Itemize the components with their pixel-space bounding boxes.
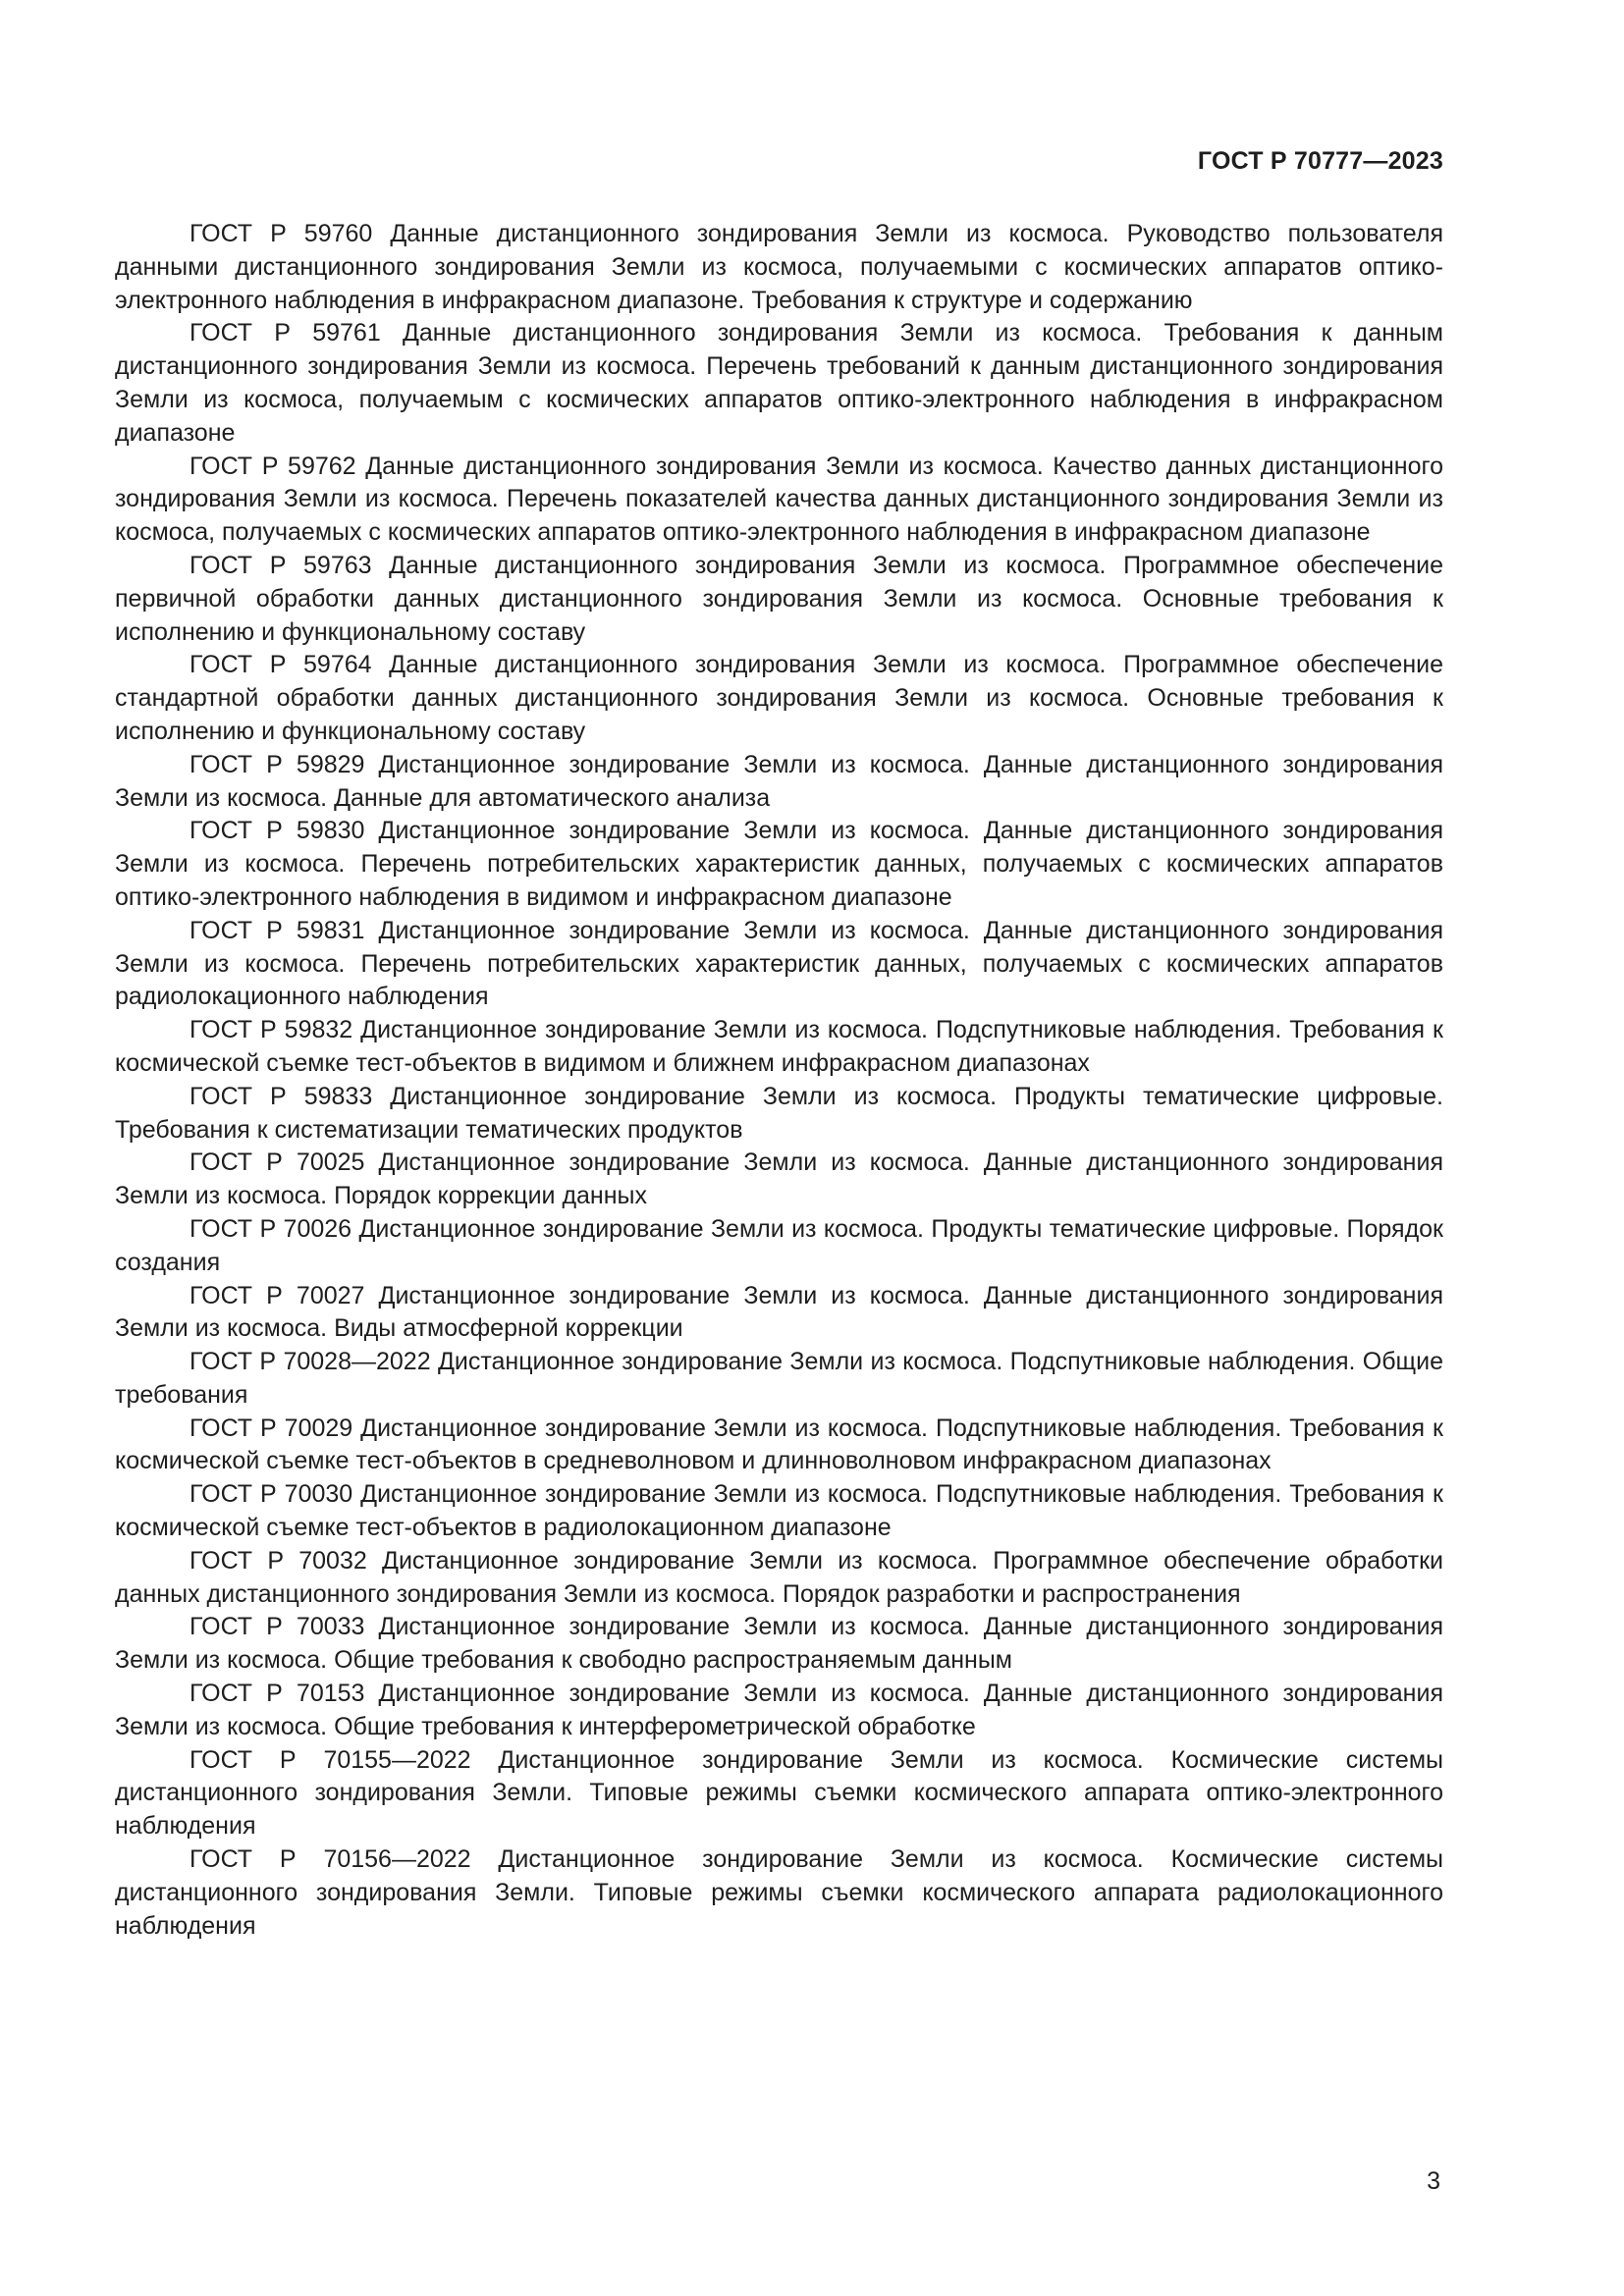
reference-entry: ГОСТ Р 59760 Данные дистанционного зондирования Земли из космоса. Руководство пользователя данными дистанционного зондирования Земли из космоса, получаемыми с космических аппаратов оптико-электронного наблюдения в инфракрасном диапазоне. Требования к структуре и содержанию <box>115 220 1443 314</box>
reference-entry: ГОСТ Р 59764 Данные дистанционного зондирования Земли из космоса. Программное обеспечение стандартной обработки данных дистанционного зондирования Земли из космоса. Основные требования к исполнению и функциональному составу <box>115 651 1443 745</box>
document-code-header: ГОСТ Р 70777—2023 <box>1197 147 1443 175</box>
reference-entry: ГОСТ Р 59833 Дистанционное зондирование Земли из космоса. Продукты тематические цифровые. Требования к систематизации тематических продуктов <box>115 1082 1443 1144</box>
reference-entry: ГОСТ Р 59763 Данные дистанционного зондирования Земли из космоса. Программное обеспечение первичной обработки данных дистанционного зондирования Земли из космоса. Основные требования к исполнению и функциональному составу <box>115 551 1443 646</box>
normative-references-list <box>115 218 1443 1943</box>
reference-entry: ГОСТ Р 70025 Дистанционное зондирование Земли из космоса. Данные дистанционного зондирования Земли из космоса. Порядок коррекции данных <box>115 1148 1443 1210</box>
reference-entry: ГОСТ Р 59831 Дистанционное зондирование Земли из космоса. Данные дистанционного зондирования Земли из космоса. Перечень потребительских характеристик данных, получаемых с космических аппаратов радиолокационного наблюдения <box>115 916 1443 1011</box>
reference-entry: ГОСТ Р 59829 Дистанционное зондирование Земли из космоса. Данные дистанционного зондирования Земли из космоса. Данные для автоматического анализа <box>115 750 1443 812</box>
reference-entry: ГОСТ Р 59761 Данные дистанционного зондирования Земли из космоса. Требования к данным дистанционного зондирования Земли из космоса. Перечень требований к данным дистанционного зондирования Земли из космоса, получаемым с космических аппаратов оптико-электронного наблюдения в инфракрасном диапазоне <box>115 319 1443 447</box>
reference-entry: ГОСТ Р 59832 Дистанционное зондирование Земли из космоса. Подспутниковые наблюдения. Требования к космической съемке тест-объектов в видимом и ближнем инфракрасном диапазонах <box>115 1016 1443 1077</box>
reference-entry: ГОСТ Р 70156—2022 Дистанционное зондирование Земли из космоса. Космические системы дистанционного зондирования Земли. Типовые режимы съемки космического аппарата радиолокационного наблюдения <box>115 1845 1443 1940</box>
reference-entry: ГОСТ Р 70033 Дистанционное зондирование Земли из космоса. Данные дистанционного зондирования Земли из космоса. Общие требования к свободно распространяемым данным <box>115 1613 1443 1675</box>
reference-entry: ГОСТ Р 70026 Дистанционное зондирование Земли из космоса. Продукты тематические цифровые. Порядок создания <box>115 1214 1443 1276</box>
reference-entry: ГОСТ Р 70153 Дистанционное зондирование Земли из космоса. Данные дистанционного зондирования Земли из космоса. Общие требования к интерферометрической обработке <box>115 1680 1443 1740</box>
reference-entry: ГОСТ Р 70155—2022 Дистанционное зондирование Земли из космоса. Космические системы дистанционного зондирования Земли. Типовые режимы съемки космического аппарата оптико-электронного наблюдения <box>115 1745 1443 1841</box>
reference-entry: ГОСТ Р 70029 Дистанционное зондирование Земли из космоса. Подспутниковые наблюдения. Требования к космической съемке тест-объектов в средневолновом и длинноволновом инфракрасном диапазонах <box>115 1414 1443 1475</box>
reference-entry: ГОСТ Р 70027 Дистанционное зондирование Земли из космоса. Данные дистанционного зондирования Земли из космоса. Виды атмосферной коррекции <box>115 1281 1443 1343</box>
reference-entry: ГОСТ Р 70028—2022 Дистанционное зондирование Земли из космоса. Подспутниковые наблюдения. Общие требования <box>115 1348 1443 1409</box>
reference-entry: ГОСТ Р 70030 Дистанционное зондирование Земли из космоса. Подспутниковые наблюдения. Требования к космической съемке тест-объектов в радиолокационном диапазоне <box>115 1480 1443 1542</box>
reference-entry: ГОСТ Р 59762 Данные дистанционного зондирования Земли из космоса. Качество данных дистанционного зондирования Земли из космоса. Перечень показателей качества данных дистанционного зондирования Земли из космоса, получаемых с космических аппаратов оптико-электронного наблюдения в инфракрасном диапазоне <box>115 452 1443 547</box>
reference-entry: ГОСТ Р 59830 Дистанционное зондирование Земли из космоса. Данные дистанционного зондирования Земли из космоса. Перечень потребительских характеристик данных, получаемых с космических аппаратов оптико-электронного наблюдения в видимом и инфракрасном диапазоне <box>115 817 1443 911</box>
reference-entry: ГОСТ Р 70032 Дистанционное зондирование Земли из космоса. Программное обеспечение обработки данных дистанционного зондирования Земли из космоса. Порядок разработки и распространения <box>115 1546 1443 1608</box>
page-number: 3 <box>1427 2167 1440 2195</box>
